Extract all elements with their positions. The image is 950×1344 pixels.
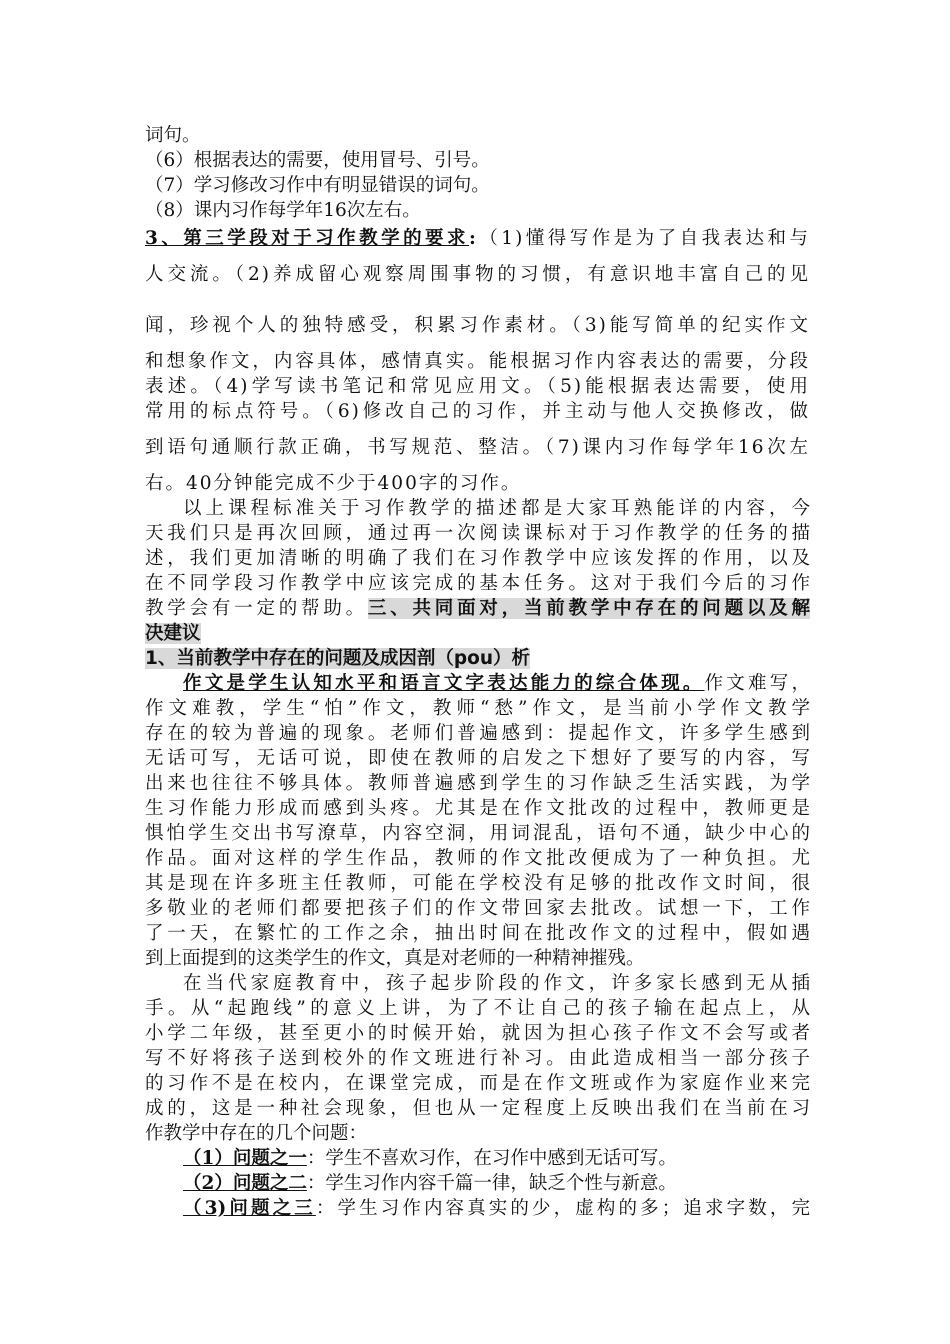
subsection-title: 1、当前教学中存在的问题及成因剖（pou）析 bbox=[145, 648, 530, 669]
text-line: 右。40分钟能完成不少于400字的习作。 bbox=[145, 473, 522, 494]
text-line: 在不同学段习作教学中应该完成的基本任务。这对于我们今后的习作 bbox=[145, 573, 810, 594]
text-line bbox=[145, 597, 810, 621]
text-run: 作文难写， bbox=[704, 673, 810, 694]
text-line: 写不好将孩子送到校外的作文班进行补习。由此造成相当一部分孩子 bbox=[145, 1048, 810, 1069]
text-line: 存在的较为普遍的现象。老师们普遍感到：提起作文，许多学生感到 bbox=[145, 723, 810, 744]
paragraph-first-line: 在当代家庭教育中，孩子起步阶段的作文，许多家长感到无从插 bbox=[183, 973, 810, 994]
text-line: 出来也往往不够具体。教师普遍感到学生的习作缺乏生活实践，为学 bbox=[145, 773, 810, 794]
section-3-requirements-line bbox=[145, 227, 810, 251]
problem-item-1 bbox=[183, 1147, 810, 1171]
text-line: 作教学中存在的几个问题： bbox=[145, 1123, 368, 1144]
text-line: 成的，这是一种社会现象，但也从一定程度上反映出我们在当前在习 bbox=[145, 1098, 810, 1119]
section-3-title: 决建议 bbox=[145, 623, 201, 644]
problem-label: （2）问题之二 bbox=[183, 1173, 307, 1194]
text-run: （1)懂得写作是为了自我表达和与 bbox=[477, 228, 810, 249]
problem-text: ：学生不喜欢习作，在习作中感到无话可写。 bbox=[306, 1148, 677, 1169]
text-line: 的习作不是在校内，在课堂完成，而是在作文班或作为家庭作业来完 bbox=[145, 1073, 810, 1094]
text-line: 到上面提到的这类学生的作文，真是对老师的一种精神摧残。 bbox=[145, 948, 645, 969]
text-line: 生习作能力形成而感到头疼。尤其是在作文批改的过程中，教师更是 bbox=[145, 798, 810, 819]
text-line: 了一天，在繁忙的工作之余，抽出时间在批改作文的过程中，假如遇 bbox=[145, 923, 810, 944]
text-line: 常用的标点符号。（6)修改自己的习作，并主动与他人交换修改，做 bbox=[145, 401, 810, 422]
text-line: 惧怕学生交出书写潦草，内容空洞，用词混乱，语句不通，缺少中心的 bbox=[145, 823, 810, 844]
text-line: 手。从“起跑线”的意义上讲，为了不让自己的孩子输在起点上，从 bbox=[145, 998, 810, 1019]
text-line: 作品。面对这样的学生作品，教师的作文批改便成为了一种负担。尤 bbox=[145, 848, 810, 869]
problem-label: （1）问题之一 bbox=[183, 1148, 307, 1169]
text-line: 词句。 bbox=[145, 125, 201, 146]
section-heading: 3、第三学段对于习作教学的要求 bbox=[145, 228, 470, 249]
problem-label: （3)问题之三 bbox=[183, 1198, 316, 1219]
problem-item-3 bbox=[183, 1197, 810, 1221]
text-line: 无话可写，无话可说，即使在教师的启发之下想好了要写的内容，写 bbox=[145, 748, 810, 769]
key-sentence: 作文是学生认知水平和语言文字表达能力的综合体现。 bbox=[183, 673, 705, 694]
heading-colon: : bbox=[469, 228, 478, 249]
text-line: 作文难教，学生“怕”作文，教师“愁”作文，是当前小学作文教学 bbox=[145, 698, 810, 719]
list-item: （6）根据表达的需要，使用冒号、引号。 bbox=[145, 150, 490, 171]
text-line: 到语句通顺行款正确，书写规范、整洁。（7)课内习作每学年16次左 bbox=[145, 437, 810, 458]
section-3-title: 三、共同面对，当前教学中存在的问题以及解 bbox=[367, 598, 810, 619]
section-3-title-continued bbox=[145, 622, 810, 646]
problem-item-2 bbox=[183, 1172, 810, 1196]
list-item: （7）学习修改习作中有明显错误的词句。 bbox=[145, 175, 490, 196]
paragraph-first-line: 以上课程标准关于习作教学的描述都是大家耳熟能详的内容，今 bbox=[183, 498, 810, 519]
problem-text: ：学生习作内容真实的少，虚构的多；追求字数，完 bbox=[315, 1198, 810, 1219]
list-item: （8）课内习作每学年16次左右。 bbox=[145, 200, 421, 221]
subsection-title-line bbox=[145, 647, 810, 671]
text-line: 小学二年级，甚至更小的时候开始，就因为担心孩子作文不会写或者 bbox=[145, 1023, 810, 1044]
text-line: 其是现在许多班主任教师，可能在学校没有足够的批改作文时间，很 bbox=[145, 873, 810, 894]
text-line: 多敬业的老师们都要把孩子们的作文带回家去批改。试想一下，工作 bbox=[145, 898, 810, 919]
text-line: 和想象作文，内容具体，感情真实。能根据习作内容表达的需要，分段 bbox=[145, 351, 810, 372]
problem-text: ：学生习作内容千篇一律，缺乏个性与新意。 bbox=[306, 1173, 677, 1194]
text-line: 述，我们更加清晰的明确了我们在习作教学中应该发挥的作用，以及 bbox=[145, 548, 810, 569]
text-line: 表述。（4)学写读书笔记和常见应用文。（5)能根据表达需要，使用 bbox=[145, 376, 810, 397]
paragraph-first-line bbox=[183, 672, 810, 696]
text-line: 人交流。（2)养成留心观察周围事物的习惯，有意识地丰富自己的见 bbox=[145, 264, 810, 285]
text-run: 教学会有一定的帮助。 bbox=[145, 598, 368, 619]
text-line: 天我们只是再次回顾，通过再一次阅读课标对于习作教学的任务的描 bbox=[145, 523, 810, 544]
text-line: 闻，珍视个人的独特感受，积累习作素材。（3)能写简单的纪实作文 bbox=[145, 315, 810, 336]
